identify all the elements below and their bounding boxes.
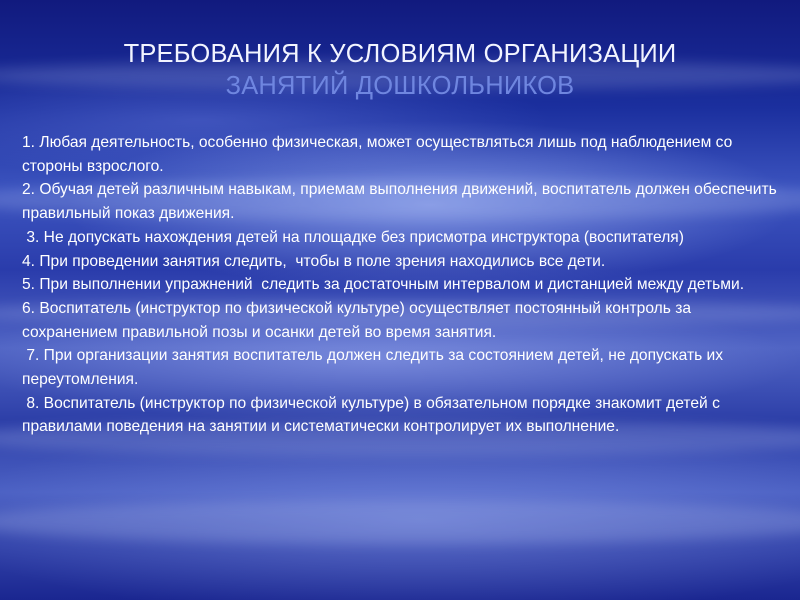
slide-title-line-2: ЗАНЯТИЙ ДОШКОЛЬНИКОВ	[225, 72, 575, 100]
requirement-item: 4. При проведении занятия следить, чтобы в поле зрения находились все дети.	[22, 252, 606, 270]
requirement-item: 2. Обучая детей различным навыкам, приемам выполнения движений, воспитатель должен обеспечить правильный показ движения.	[22, 181, 782, 223]
requirement-item: 3. Не допускать нахождения детей на площадке без присмотра инструктора (воспитателя)	[22, 228, 684, 246]
slide-title-line-1: ТРЕБОВАНИЯ К УСЛОВИЯМ ОРГАНИЗАЦИИ	[123, 40, 677, 68]
requirements-list	[22, 131, 782, 439]
requirement-item: 8. Воспитатель (инструктор по физической культуре) в обязательном порядке знакомит детей с правилами поведения на занятии и систематически контролирует их выполнение.	[22, 394, 725, 436]
slide-title	[0, 38, 800, 102]
requirement-item: 6. Воспитатель (инструктор по физической культуре) осуществляет постоянный контроль за сохранением правильной позы и осанки детей во время занятия.	[22, 299, 696, 341]
requirement-item: 5. При выполнении упражнений следить за достаточным интервалом и дистанцией между детьми.	[22, 276, 745, 294]
requirement-item: 1. Любая деятельность, особенно физическая, может осуществляться лишь под наблюдением со стороны взрослого.	[22, 134, 737, 175]
background-streak	[0, 500, 800, 544]
requirement-item: 7. При организации занятия воспитатель должен следить за состоянием детей, не допускать их переутомления.	[22, 347, 728, 389]
